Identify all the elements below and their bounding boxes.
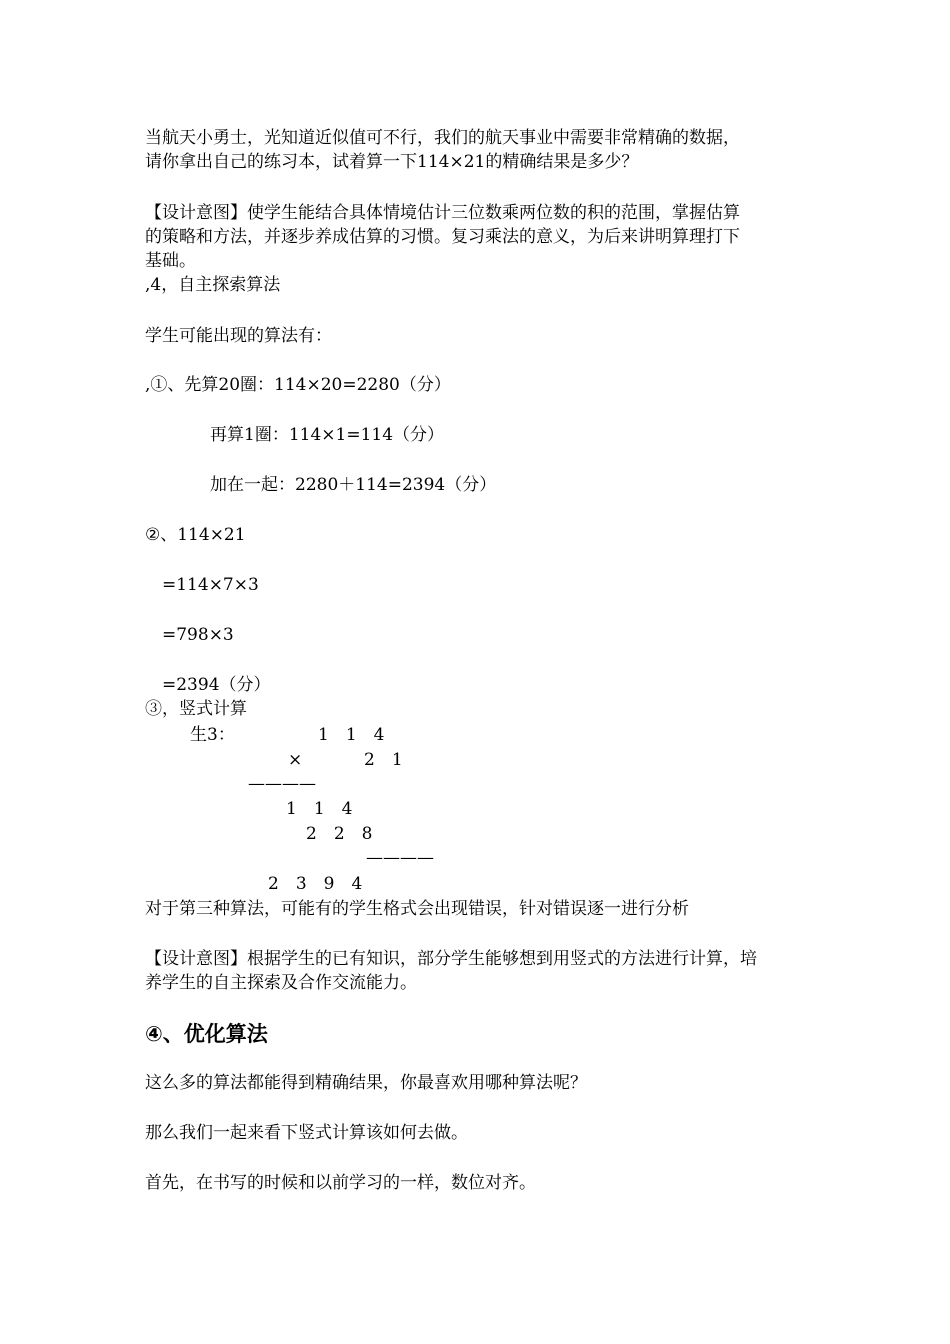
- vertical-rule-1: ————: [248, 774, 316, 794]
- optimize-heading: ④、优化算法: [145, 1022, 268, 1046]
- design-intent-2-line-2: 养学生的自主探索及合作交流能力。: [145, 973, 417, 993]
- vertical-multiplier: 2 1: [364, 750, 403, 770]
- method-1-step-3: 加在一起：2280＋114=2394（分）: [210, 475, 497, 495]
- design-intent-1-line-1: 【设计意图】使学生能结合具体情境估计三位数乘两位数的积的范围，掌握估算: [145, 203, 740, 223]
- student-3-label: 生3：: [190, 725, 235, 745]
- partial-product-2: 2 2 8: [306, 824, 373, 844]
- closing-line-2: 那么我们一起来看下竖式计算该如何去做。: [145, 1123, 468, 1143]
- method-2-line-2: =114×7×3: [162, 575, 259, 595]
- closing-line-3: 首先，在书写的时候和以前学习的一样，数位对齐。: [145, 1173, 536, 1193]
- method-1-step-1: ,①、先算20圈：114×20=2280（分）: [145, 375, 451, 395]
- method-2-line-4: =2394（分）: [162, 675, 271, 695]
- method-2-line-3: =798×3: [162, 625, 234, 645]
- partial-product-1: 1 1 4: [286, 799, 353, 819]
- vertical-rule-2: ————: [366, 848, 434, 868]
- vertical-multiplicand: 1 1 4: [318, 725, 385, 745]
- section-4-title: ,4，自主探索算法: [145, 275, 281, 295]
- possible-methods-text: 学生可能出现的算法有：: [145, 326, 332, 346]
- analysis-text: 对于第三种算法，可能有的学生格式会出现错误，针对错误逐一进行分析: [145, 899, 689, 919]
- design-intent-2-line-1: 【设计意图】根据学生的已有知识，部分学生能够想到用竖式的方法进行计算，培: [145, 949, 757, 969]
- method-1-step-2: 再算1圈：114×1=114（分）: [210, 425, 445, 445]
- design-intent-1-line-2: 的策略和方法，并逐步养成估算的习惯。复习乘法的意义，为后来讲明算理打下: [145, 227, 740, 247]
- multiply-sign: ×: [288, 750, 303, 770]
- intro-line-1: 当航天小勇士，光知道近似值可不行，我们的航天事业中需要非常精确的数据，: [145, 128, 740, 148]
- intro-line-2: 请你拿出自己的练习本，试着算一下114×21的精确结果是多少？: [145, 152, 639, 172]
- design-intent-1-line-3: 基础。: [145, 251, 196, 271]
- method-3-title: ③，竖式计算: [145, 699, 247, 719]
- vertical-result: 2 3 9 4: [268, 874, 363, 894]
- method-2-line-1: ②、114×21: [145, 525, 246, 545]
- closing-line-1: 这么多的算法都能得到精确结果，你最喜欢用哪种算法呢？: [145, 1073, 587, 1093]
